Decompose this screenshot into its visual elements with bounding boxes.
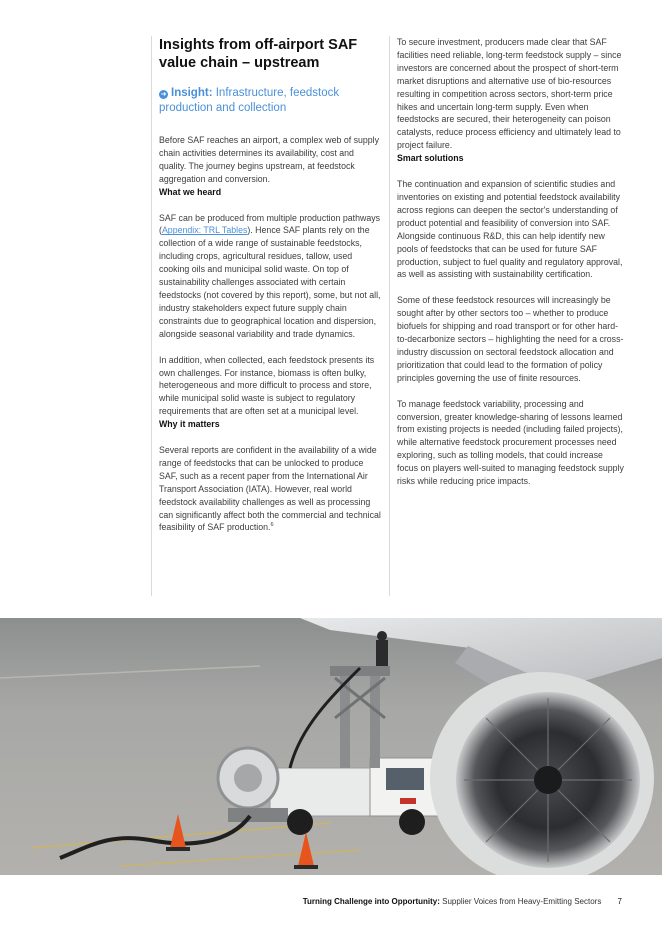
cross-sector-paragraph: Some of these feedstock resources will increasingly be sought after by other sectors too – whether to produce biofuels for shipping and road transport or for other hard-to-decarbonize sectors – highlighting the need for a cross-industry discussion on sectoral feedstock allocation and prioritization that could lead to the formation of policy principles governing the use of finite resources.	[397, 295, 624, 383]
worker	[376, 640, 388, 666]
why-it-matters-paragraph	[159, 444, 381, 534]
page-footer	[303, 897, 622, 906]
truck-wheel	[287, 809, 313, 835]
smart-solutions-heading: Smart solutions	[397, 153, 464, 164]
right-column	[397, 36, 625, 488]
studies-paragraph: The continuation and expansion of scientific studies and inventories on existing and potential feedstock availability across regions can deepen the sector's understanding of product potential and feasibility of conversion into SAF. Alongside continuous R&D, this can help identify new pools of feedstocks that can be used for future SAF production, subject to fuel quality and regulatory approval, as well as assisting with sustainability certification.	[397, 179, 623, 280]
footnote-ref[interactable]: 6	[270, 522, 274, 529]
why-it-matters-heading: Why it matters	[159, 419, 220, 430]
insight-label: Insight:	[171, 87, 213, 99]
cone-base	[294, 865, 318, 869]
page-number: 7	[617, 897, 622, 906]
truck-wheel	[399, 809, 425, 835]
lift-platform	[330, 666, 390, 676]
appendix-trl-link[interactable]: Appendix: TRL Tables	[161, 225, 248, 236]
page-title: Insights from off-airport SAF value chain – upstream	[159, 37, 358, 71]
variability-paragraph: To manage feedstock variability, processing and conversion, greater knowledge-sharing of lessons learned from existing projects is needed (including failed projects), while alternative feedstock procurement processes need exploring, such as tolling models, that could increase focus on players well-suited to managing feedstock supply risks while reducing price impacts.	[397, 398, 624, 487]
intro-paragraph: Before SAF reaches an airport, a complex web of supply chain activities determines its availability, cost and quality. The journey begins upstream, at feedstock aggregation and conversion.	[159, 135, 380, 184]
arrow-right-icon: ➜	[160, 91, 167, 98]
what-we-heard-heading: What we heard	[159, 186, 222, 197]
feedstock-challenges-paragraph: In addition, when collected, each feedstock presents its own challenges. For instance, biomass is often bulky, heterogeneous and more difficult to process and store, while municipal solid waste is subject to regulatory requirements that are often set at a municipal level.	[159, 354, 375, 417]
what-we-heard-paragraph	[159, 212, 381, 341]
para-text: SAF can be produced from multiple production pathways (	[159, 212, 381, 236]
right-column-rule	[389, 36, 390, 596]
footer-title-rest: Supplier Voices from Heavy-Emitting Sectors	[442, 897, 602, 906]
left-column	[159, 36, 381, 534]
truck-window	[386, 768, 424, 790]
investment-paragraph: To secure investment, producers made clear that SAF facilities need reliable, long-term feedstock supply – since investors are concerned about the prospect of short-term market disruptions and alternative use of bio-resources resulting in competition across sectors, short-term price hikes and uncertain long-term supply. Even when feedstocks are secured, their heterogeneity can poison catalysts, reduce process efficiency and ultimately lead to project failure.	[397, 37, 622, 151]
para-text: ). Hence SAF plants rely on the collection of a wide range of sustainable feedstocks, including crops, agricultural residues, tallow, used cooking oils and municipal solid waste. On top of sustainability challenges associated with certain feedstocks (not covered by this report), some, but not all, industry stakeholders expect future supply chain constraints due to geographical location and dispersion, alongside seasonal variability and trade dynamics.	[159, 225, 381, 339]
insight-callout	[159, 86, 381, 116]
refueling-photo	[0, 618, 662, 875]
cone-base	[166, 847, 190, 851]
refueling-illustration	[0, 618, 662, 875]
worker-head	[377, 631, 387, 641]
left-column-rule	[151, 36, 152, 596]
footer-title-bold: Turning Challenge into Opportunity:	[302, 897, 440, 906]
para-text: Several reports are confident in the availability of a wide range of feedstocks that can be unlocked to produce SAF, such as a recent paper from the International Air Transport Association (IATA). However, real world feedstock availability challenges as well as processing can significantly affect both the commercial and technical feasibility of SAF production.	[159, 445, 381, 533]
insight-text: Infrastructure, feedstock production and collection	[159, 87, 340, 114]
spinner-cone	[534, 766, 562, 794]
truck-logo	[400, 798, 416, 804]
reel-cart	[228, 808, 288, 822]
hose-reel-hub	[234, 764, 262, 792]
